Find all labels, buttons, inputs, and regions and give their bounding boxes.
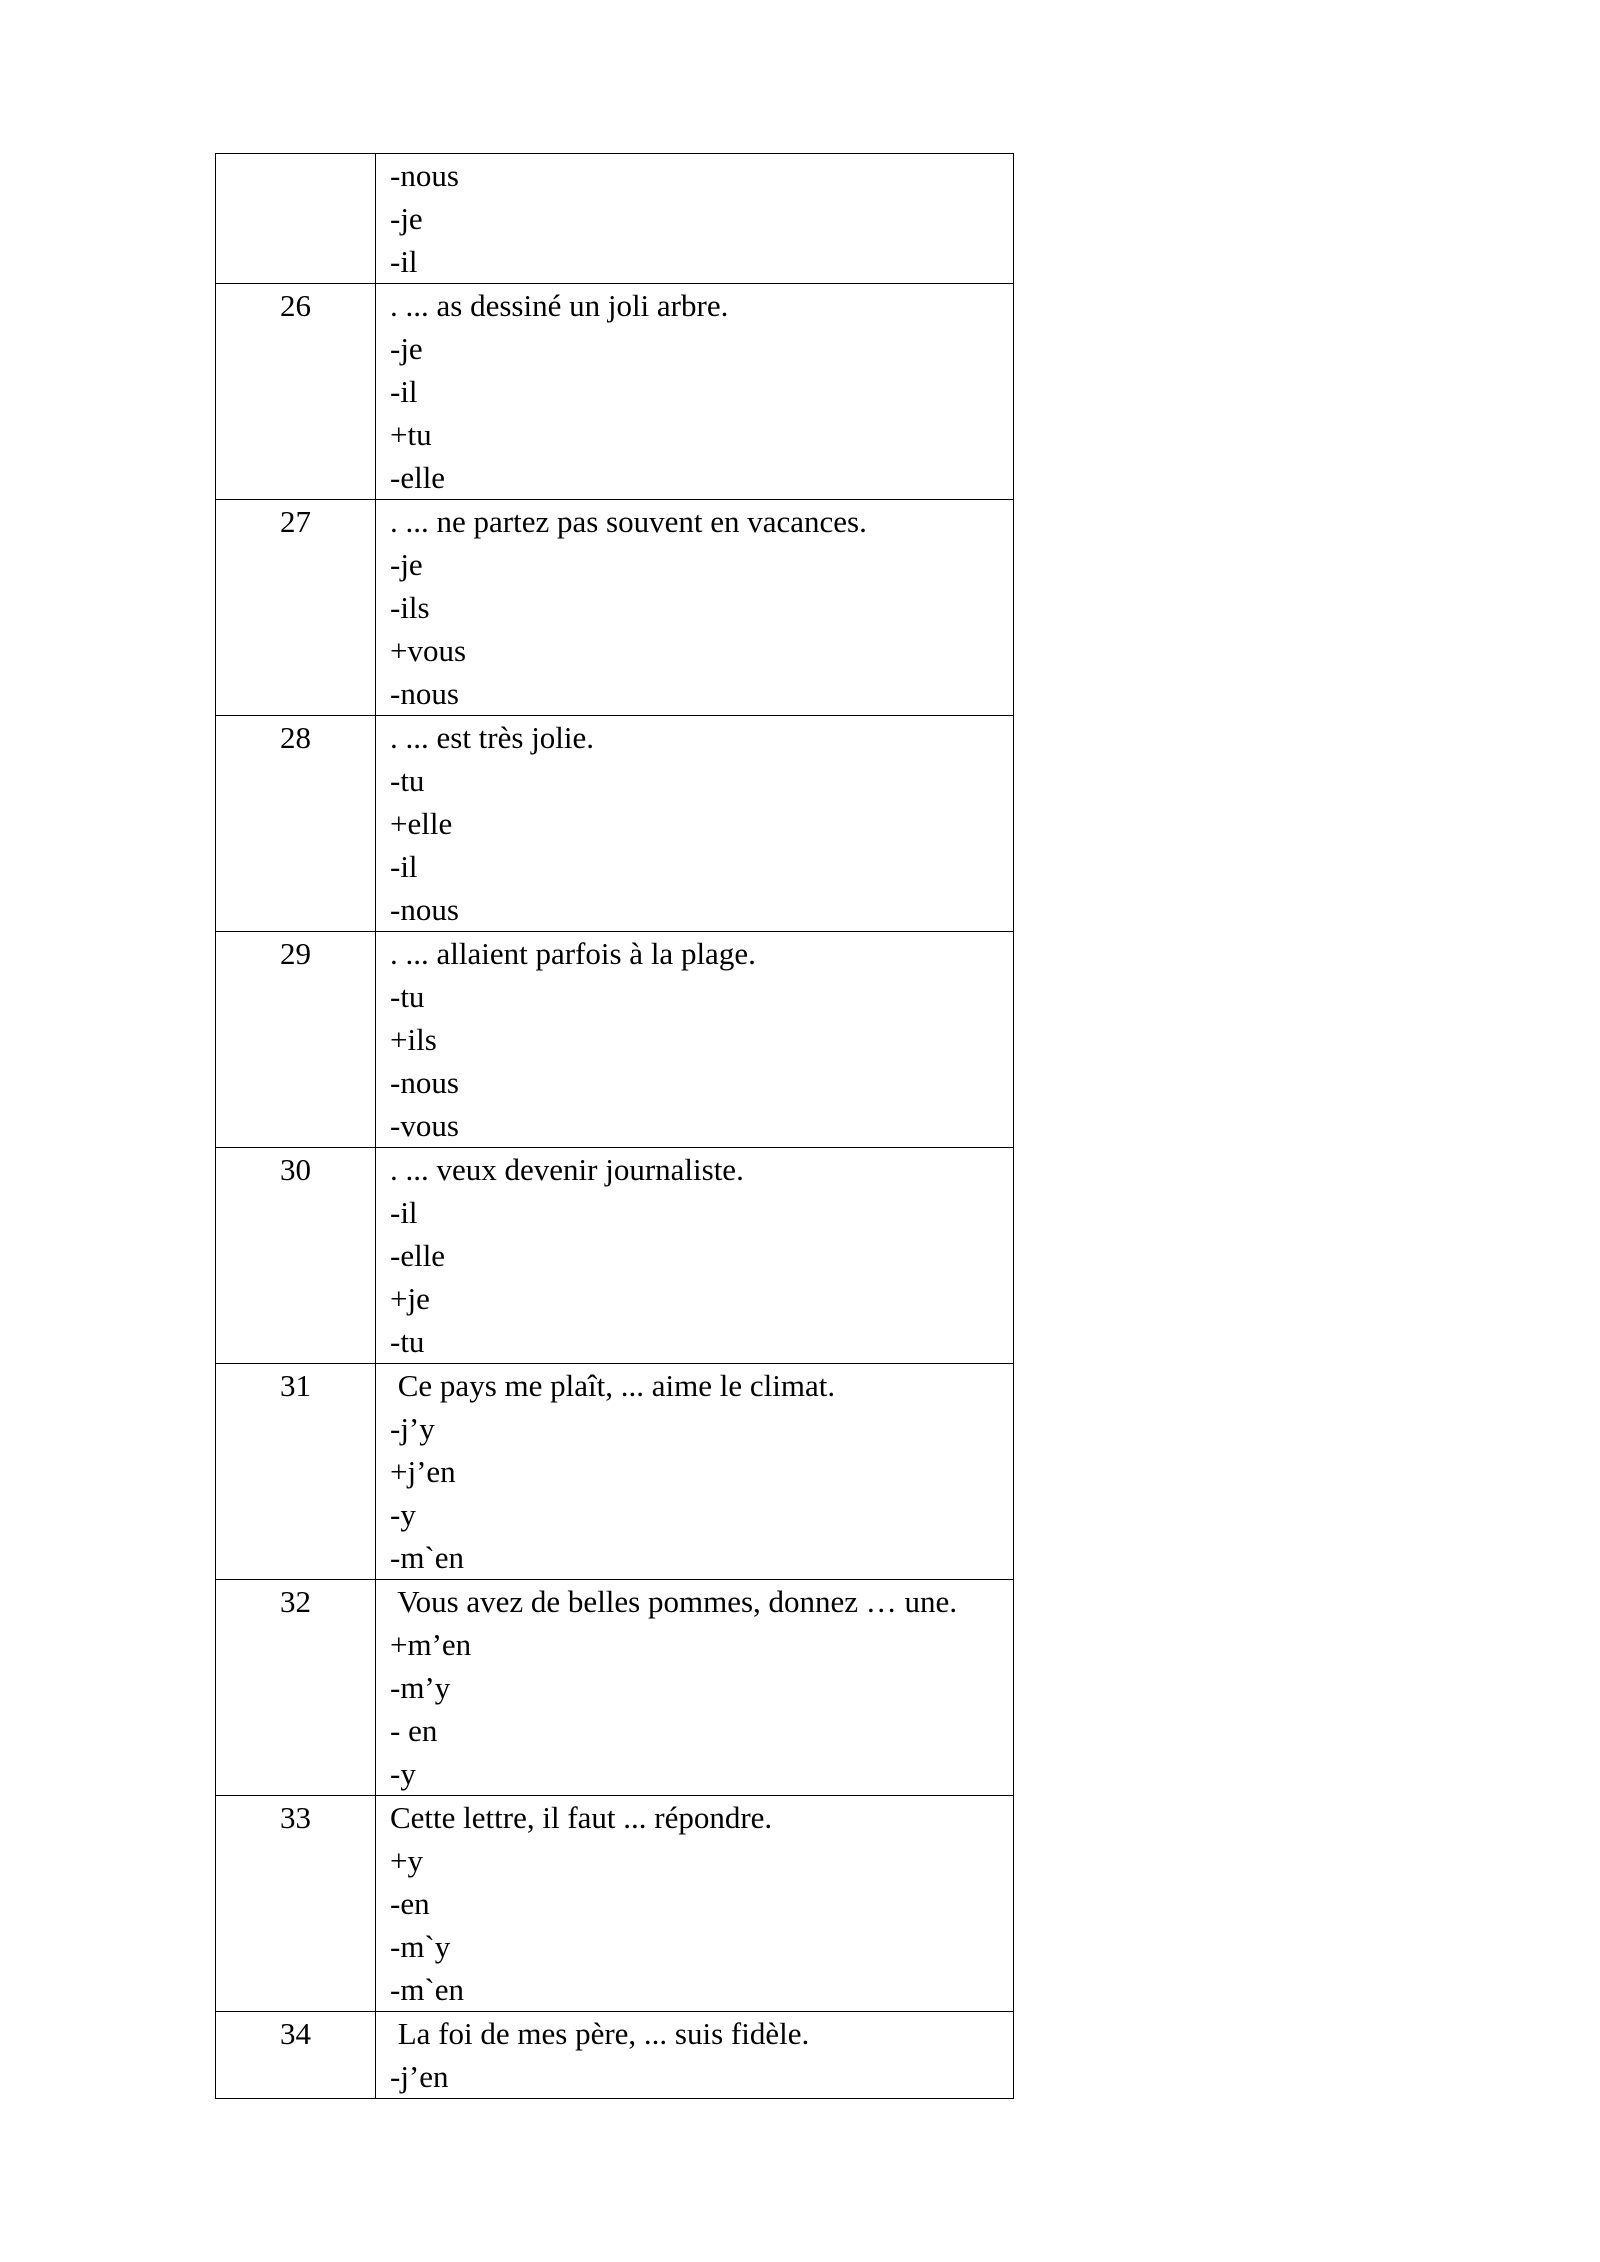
- answer-option: -en: [390, 1886, 430, 1921]
- answer-option: -il: [390, 244, 418, 279]
- question-text: . ... veux devenir journaliste.: [390, 1152, 744, 1187]
- question-text: . ... est très jolie.: [390, 720, 595, 755]
- question-content: [376, 284, 1014, 500]
- answer-option: -j’en: [390, 2059, 449, 2094]
- question-text: Ce pays me plaît, ... aime le climat.: [390, 1368, 836, 1403]
- question-content: [376, 1580, 1014, 1796]
- answer-option: +y: [390, 1843, 423, 1878]
- answer-option: -je: [390, 547, 423, 582]
- question-number: [216, 154, 376, 284]
- question-text: . ... as dessiné un joli arbre.: [390, 288, 729, 323]
- answer-option: -nous: [390, 1065, 459, 1100]
- answer-option: -vous: [390, 1108, 459, 1143]
- question-number: 28: [216, 716, 376, 932]
- answer-option: -il: [390, 849, 418, 884]
- answer-option: -elle: [390, 460, 446, 495]
- answer-option: -m`y: [390, 1929, 451, 1964]
- question-number: 34: [216, 2012, 376, 2099]
- question-row: [216, 1580, 1014, 1796]
- question-content: [376, 1148, 1014, 1364]
- answer-option: -il: [390, 374, 418, 409]
- question-text: Vous avez de belles pommes, donnez … une.: [390, 1584, 958, 1619]
- answer-option: - en: [390, 1713, 438, 1748]
- answer-option: -elle: [390, 1238, 446, 1273]
- question-number: 31: [216, 1364, 376, 1580]
- answer-option: -nous: [390, 158, 459, 193]
- question-number: 26: [216, 284, 376, 500]
- answer-option: +ils: [390, 1022, 437, 1057]
- answer-option: -y: [390, 1756, 416, 1791]
- question-row: [216, 716, 1014, 932]
- quiz-table: [215, 153, 1014, 2099]
- answer-option: +m’en: [390, 1627, 472, 1662]
- answer-option: -tu: [390, 979, 425, 1014]
- answer-option: -il: [390, 1195, 418, 1230]
- quiz-table-body: [216, 154, 1014, 2099]
- question-text: Cette lettre, il faut ... répondre.: [390, 1800, 773, 1835]
- answer-option: -y: [390, 1497, 416, 1532]
- question-content: [376, 1364, 1014, 1580]
- answer-option: -nous: [390, 892, 459, 927]
- question-content: [376, 716, 1014, 932]
- question-number: 32: [216, 1580, 376, 1796]
- answer-option: +tu: [390, 417, 432, 452]
- question-content: [376, 500, 1014, 716]
- answer-option: +vous: [390, 633, 467, 668]
- answer-option: -m’y: [390, 1670, 451, 1705]
- answer-option: -m`en: [390, 1540, 465, 1575]
- answer-option: -je: [390, 331, 423, 366]
- answer-option: -tu: [390, 1324, 425, 1359]
- question-text: La foi de mes père, ... suis fidèle.: [390, 2016, 810, 2051]
- question-number: 33: [216, 1796, 376, 2012]
- answer-option: -m`en: [390, 1972, 465, 2007]
- question-number: 27: [216, 500, 376, 716]
- question-number: 30: [216, 1148, 376, 1364]
- question-row: [216, 154, 1014, 284]
- question-text: . ... allaient parfois à la plage.: [390, 936, 756, 971]
- answer-option: +j’en: [390, 1454, 456, 1489]
- question-row: [216, 2012, 1014, 2099]
- question-content: [376, 2012, 1014, 2099]
- question-row: [216, 1796, 1014, 2012]
- question-row: [216, 500, 1014, 716]
- question-content: [376, 1796, 1014, 2012]
- answer-option: +je: [390, 1281, 430, 1316]
- answer-option: -ils: [390, 590, 430, 625]
- answer-option: -j’y: [390, 1411, 435, 1446]
- question-row: [216, 932, 1014, 1148]
- question-content: [376, 932, 1014, 1148]
- question-content: [376, 154, 1014, 284]
- question-row: [216, 1148, 1014, 1364]
- answer-option: -tu: [390, 763, 425, 798]
- question-row: [216, 1364, 1014, 1580]
- question-number: 29: [216, 932, 376, 1148]
- answer-option: -nous: [390, 676, 459, 711]
- answer-option: +elle: [390, 806, 453, 841]
- answer-option: -je: [390, 201, 423, 236]
- question-row: [216, 284, 1014, 500]
- question-text: . ... ne partez pas souvent en vacances.: [390, 504, 867, 539]
